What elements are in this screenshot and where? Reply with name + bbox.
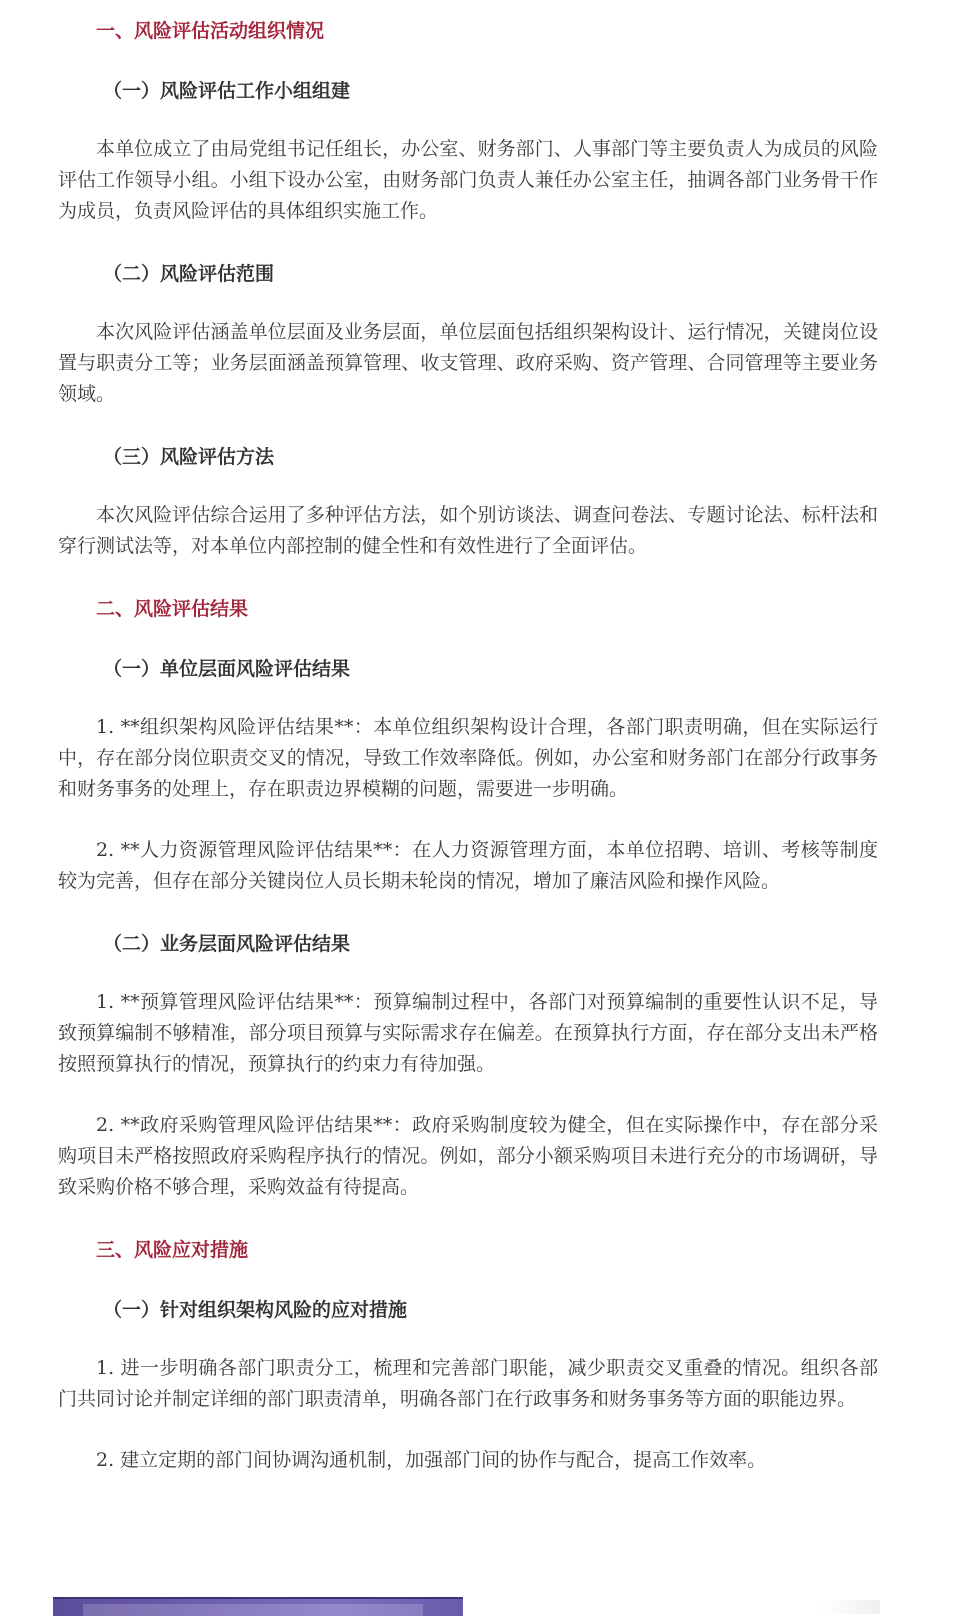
section-heading-3: 三、风险应对措施 (96, 1239, 249, 1261)
subsection-heading-1-2: （二）风险评估范围 (103, 263, 275, 285)
paragraph-2-1-2: 2. **人力资源管理风险评估结果**：在人力资源管理方面，本单位招聘、培训、考核等制度较为完善，但存在部分关键岗位人员长期未轮岗的情况，增加了廉洁风险和操作风险。 (58, 839, 878, 892)
paragraph-1-2: 本次风险评估涵盖单位层面及业务层面，单位层面包括组织架构设计、运行情况，关键岗位设置与职责分工等；业务层面涵盖预算管理、收支管理、政府采购、资产管理、合同管理等主要业务领域。 (58, 321, 878, 405)
paragraph-3-1-2: 2. 建立定期的部门间协调沟通机制，加强部门间的协作与配合，提高工作效率。 (96, 1449, 767, 1471)
paragraph-1-3: 本次风险评估综合运用了多种评估方法，如个别访谈法、调查问卷法、专题讨论法、标杆法和穿行测试法等，对本单位内部控制的健全性和有效性进行了全面评估。 (58, 504, 878, 557)
subsection-heading-3-1: （一）针对组织架构风险的应对措施 (103, 1299, 408, 1321)
paragraph-2-2-1: 1. **预算管理风险评估结果**：预算编制过程中，各部门对预算编制的重要性认识不足，导致预算编制不够精准，部分项目预算与实际需求存在偏差。在预算执行方面，存在部分支出未严格按照预算执行的情况，预算执行的约束力有待加强。 (58, 991, 878, 1075)
banner-image-strip (83, 1604, 423, 1616)
paragraph-2-2-2: 2. **政府采购管理风险评估结果**：政府采购制度较为健全，但在实际操作中，存在部分采购项目未严格按照政府采购程序执行的情况。例如，部分小额采购项目未进行充分的市场调研，导致采购价格不够合理，采购效益有待提高。 (58, 1114, 878, 1198)
section-heading-2: 二、风险评估结果 (96, 598, 249, 620)
banner-image[interactable] (53, 1597, 463, 1616)
scroll-fade (820, 1600, 880, 1614)
paragraph-1-1: 本单位成立了由局党组书记任组长，办公室、财务部门、人事部门等主要负责人为成员的风险评估工作领导小组。小组下设办公室，由财务部门负责人兼任办公室主任，抽调各部门业务骨干作为成员，负责风险评估的具体组织实施工作。 (58, 138, 878, 222)
subsection-heading-2-2: （二）业务层面风险评估结果 (103, 933, 351, 955)
subsection-heading-1-1: （一）风险评估工作小组组建 (103, 80, 351, 102)
subsection-heading-2-1: （一）单位层面风险评估结果 (103, 658, 351, 680)
paragraph-2-1-1: 1. **组织架构风险评估结果**：本单位组织架构设计合理，各部门职责明确，但在实际运行中，存在部分岗位职责交叉的情况，导致工作效率降低。例如，办公室和财务部门在部分行政事务和财务事务的处理上，存在职责边界模糊的问题，需要进一步明确。 (58, 716, 878, 800)
article-body (58, 14, 878, 1506)
subsection-heading-1-3: （三）风险评估方法 (103, 446, 275, 468)
paragraph-3-1-1: 1. 进一步明确各部门职责分工，梳理和完善部门职能，减少职责交叉重叠的情况。组织各部门共同讨论并制定详细的部门职责清单，明确各部门在行政事务和财务事务等方面的职能边界。 (58, 1357, 878, 1410)
section-heading-1: 一、风险评估活动组织情况 (96, 20, 325, 42)
